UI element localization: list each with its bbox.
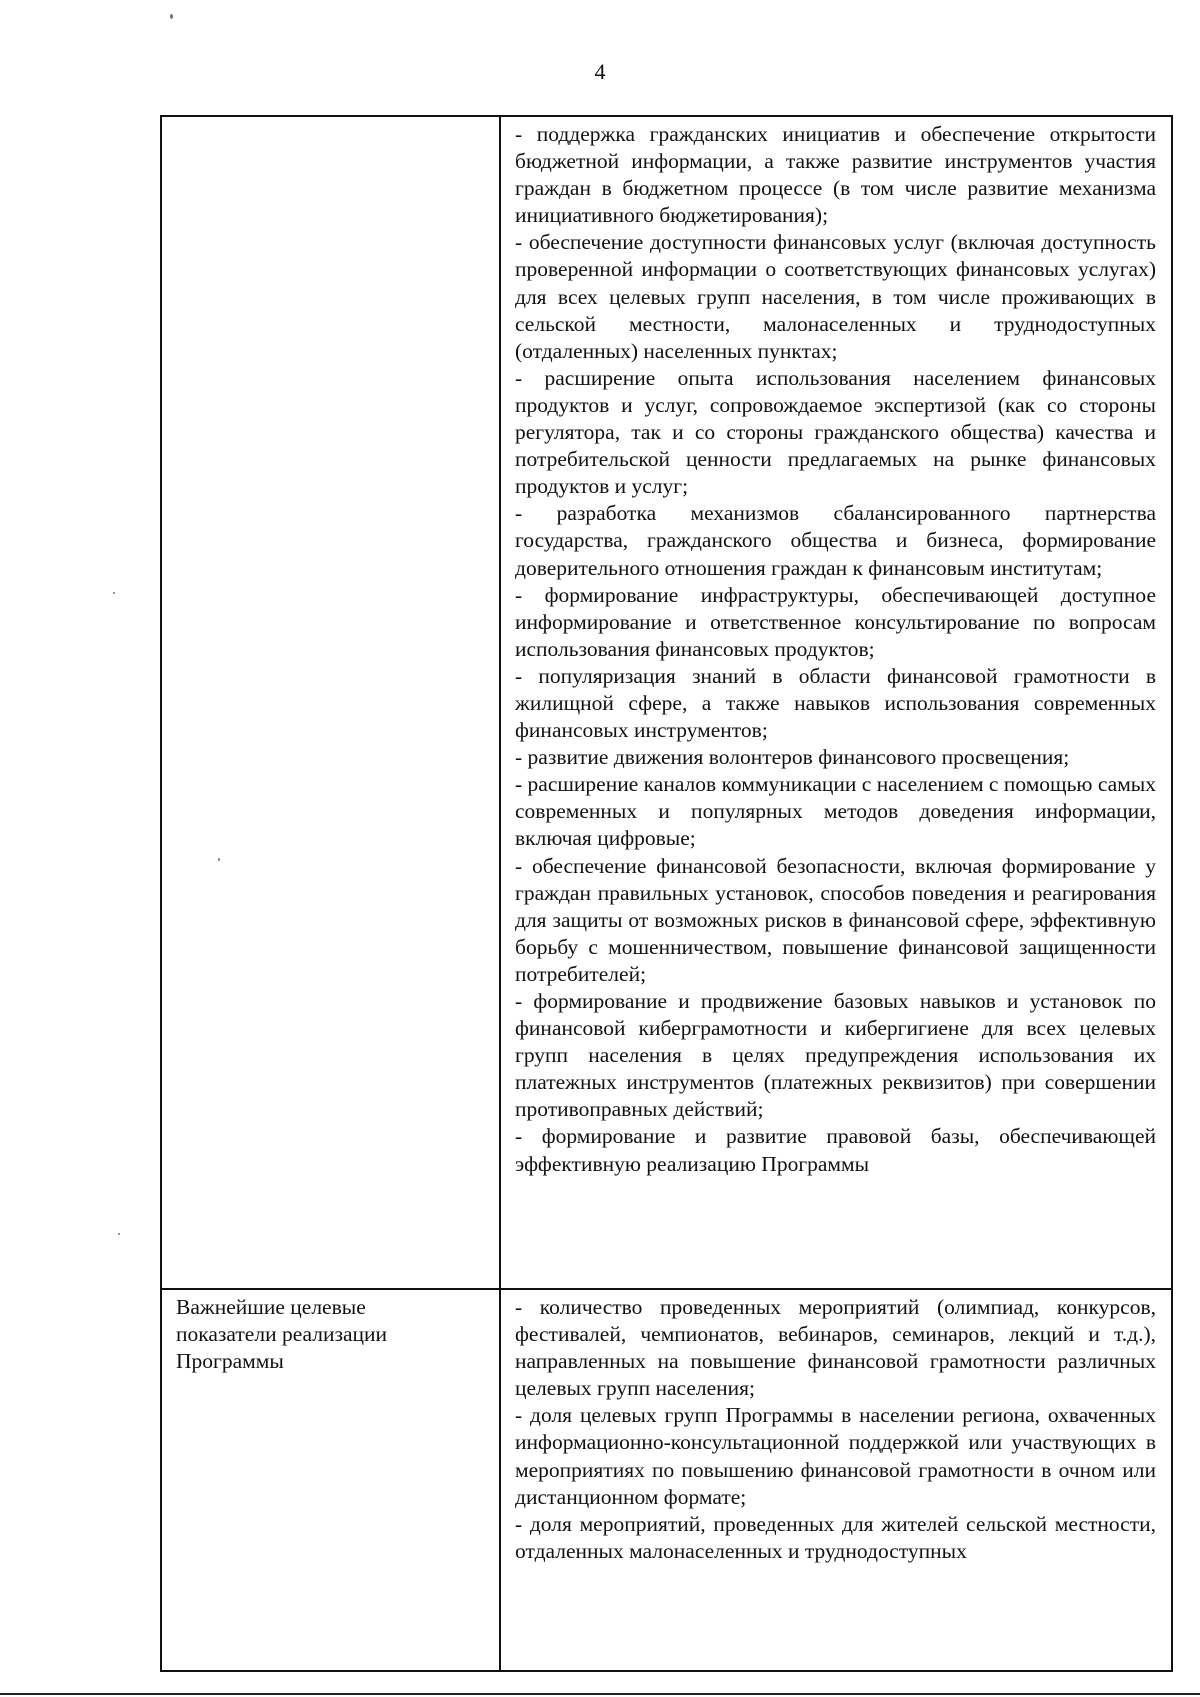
list-item: - развитие движения волонтеров финансового просвещения; bbox=[515, 745, 1070, 770]
list-item: - доля целевых групп Программы в населении региона, охваченных информационно-консультационной поддержкой или участвующих в мероприятиях по повышению финансовой грамотности в очном или дистанционном формате; bbox=[515, 1403, 1156, 1509]
table-cell-content bbox=[500, 1289, 1172, 1671]
list-item: - разработка механизмов сбалансированного партнерства государства, гражданского общества и бизнеса, формирование доверительного отношения граждан к финансовым институтам; bbox=[515, 501, 1156, 580]
list-item: - формирование и развитие правовой базы, обеспечивающей эффективную реализацию Программы bbox=[515, 1124, 1156, 1176]
scan-speck bbox=[218, 858, 220, 861]
list-item: - расширение опыта использования населением финансовых продуктов и услуг, сопровождаемое экспертизой (как со стороны регулятора, так и со стороны гражданского общества) качества и потребительской ценности предлагаемых на рынке финансовых продуктов и услуг; bbox=[515, 365, 1156, 499]
table-cell-content bbox=[500, 116, 1172, 1289]
scan-edge-line bbox=[0, 1693, 1200, 1695]
program-passport-table bbox=[160, 115, 1173, 1672]
list-item: - формирование инфраструктуры, обеспечивающей доступное информирование и ответственное консультирование по вопросам использования финансовых продуктов; bbox=[515, 582, 1156, 661]
list-item: - доля мероприятий, проведенных для жителей сельской местности, отдаленных малонаселенных и труднодоступных bbox=[515, 1511, 1156, 1563]
scan-speck bbox=[170, 14, 173, 19]
row-label: Важнейшие целевые показатели реализации Программы bbox=[176, 1295, 388, 1374]
page-number: 4 bbox=[594, 59, 606, 84]
table-cell-label bbox=[161, 116, 500, 1289]
table-cell-label bbox=[161, 1289, 500, 1671]
scan-speck bbox=[118, 1233, 120, 1235]
list-item: - количество проведенных мероприятий (олимпиад, конкурсов, фестивалей, чемпионатов, вебинаров, семинаров, лекций и т.д.), направленных на повышение финансовой грамотности различных целевых групп населения; bbox=[515, 1295, 1156, 1401]
list-item: - обеспечение финансовой безопасности, включая формирование у граждан правильных установок, способов поведения и реагирования для защиты от возможных рисков в финансовой сфере, эффективную борьбу с мошенничеством, повышение финансовой защищенности потребителей; bbox=[515, 853, 1156, 986]
list-item: - поддержка гражданских инициатив и обеспечение открытости бюджетной информации, а также развитие инструментов участия граждан в бюджетном процессе (в том числе развитие механизма инициативного бюджетирования); bbox=[515, 122, 1156, 228]
table-row bbox=[161, 116, 1172, 1289]
table-row bbox=[161, 1289, 1172, 1671]
scan-speck bbox=[113, 592, 115, 594]
list-item: - популяризация знаний в области финансовой грамотности в жилищной сфере, а также навыков использования современных финансовых инструментов; bbox=[515, 663, 1156, 743]
list-item: - обеспечение доступности финансовых услуг (включая доступность проверенной информации о соответствующих финансовых услугах) для всех целевых групп населения, в том числе проживающих в сельской местности, малонаселенных и труднодоступных (отдаленных) населенных пунктах; bbox=[515, 230, 1156, 363]
list-item: - формирование и продвижение базовых навыков и установок по финансовой киберграмотности и кибергигиене для всех целевых групп населения в целях предупреждения использования их платежных инструментов (платежных реквизитов) при совершении противоправных действий; bbox=[515, 989, 1156, 1122]
list-item: - расширение каналов коммуникации с населением с помощью самых современных и популярных методов доведения информации, включая цифровые; bbox=[515, 772, 1156, 851]
